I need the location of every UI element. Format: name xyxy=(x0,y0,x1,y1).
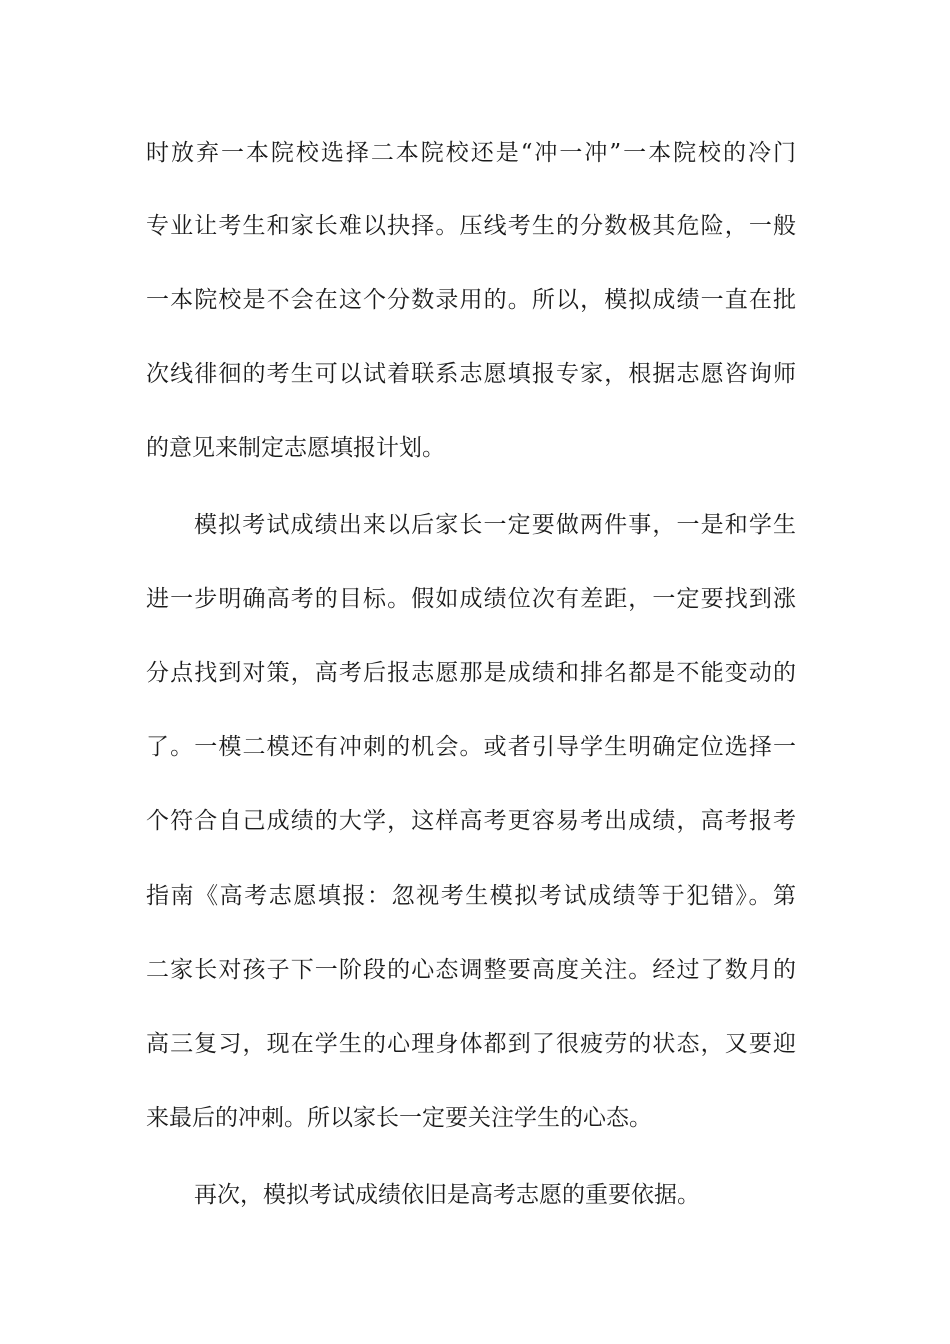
text-line: 了。一模二模还有冲刺的机会。或者引导学生明确定位选择一 xyxy=(146,734,796,760)
text-line: 个符合自己成绩的大学，这样高考更容易考出成绩，高考报考 xyxy=(146,808,796,834)
text-line: 高三复习，现在学生的心理身体都到了很疲劳的状态，又要迎 xyxy=(146,1031,796,1057)
text-line: 模拟考试成绩出来以后家长一定要做两件事，一是和学生 xyxy=(194,512,796,538)
text-line: 分点找到对策，高考后报志愿那是成绩和排名都是不能变动的 xyxy=(146,660,796,686)
text-line: 时放弃一本院校选择二本院校还是“冲一冲”一本院校的冷门 xyxy=(146,140,796,166)
text-line: 专业让考生和家长难以抉择。压线考生的分数极其危险，一般 xyxy=(146,213,796,239)
text-line: 来最后的冲刺。所以家长一定要关注学生的心态。 xyxy=(146,1105,652,1131)
text-line: 次线徘徊的考生可以试着联系志愿填报专家，根据志愿咨询师 xyxy=(146,361,796,387)
text-line: 二家长对孩子下一阶段的心态调整要高度关注。经过了数月的 xyxy=(146,957,796,983)
text-line: 的意见来制定志愿填报计划。 xyxy=(146,435,445,461)
text-line: 一本院校是不会在这个分数录用的。所以，模拟成绩一直在批 xyxy=(146,287,796,313)
text-line: 指南《高考志愿填报：忽视考生模拟考试成绩等于犯错》。第 xyxy=(146,883,796,909)
text-line: 再次，模拟考试成绩依旧是高考志愿的重要依据。 xyxy=(194,1182,700,1208)
text-line: 进一步明确高考的目标。假如成绩位次有差距，一定要找到涨 xyxy=(146,586,796,612)
